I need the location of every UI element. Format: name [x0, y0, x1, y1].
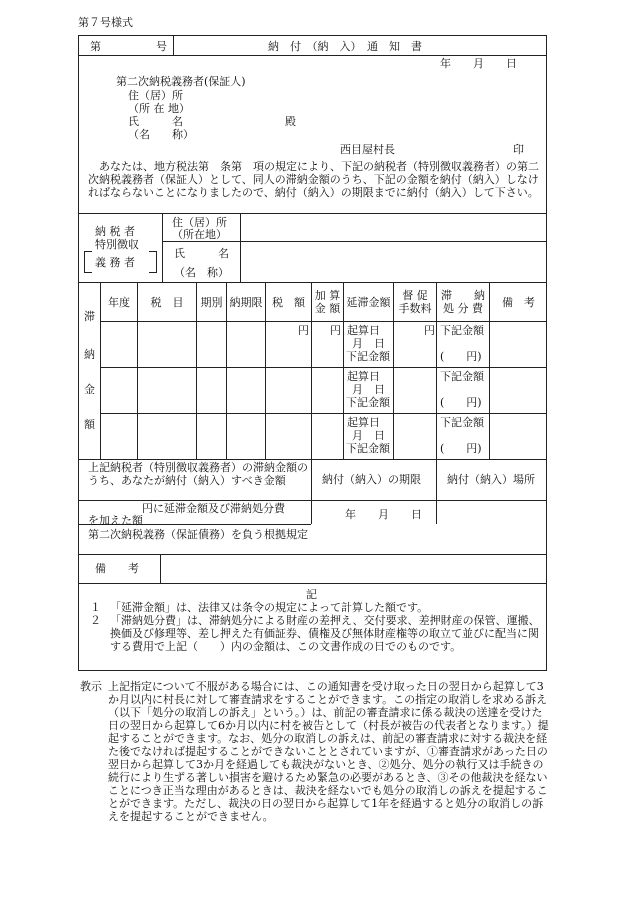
- added-amount-label: 円に延滞金額及び滞納処分費: [142, 502, 285, 515]
- note-number: ２: [90, 614, 101, 627]
- calc-date-label: 起算日: [347, 416, 380, 429]
- yen-amount-paren: ( 円): [440, 350, 482, 363]
- divider: [173, 35, 174, 55]
- divider: [78, 55, 547, 56]
- divider: [78, 213, 547, 214]
- bracket-right-icon: [149, 251, 157, 273]
- divider: [436, 459, 437, 524]
- issue-date: 年 月 日: [440, 57, 517, 70]
- column-header-tax-amount: 税 額: [272, 296, 305, 309]
- yen-amount-paren: ( 円): [440, 396, 482, 409]
- month-day-label: 月 日: [352, 337, 385, 350]
- column-header-due: 納期限: [229, 296, 263, 309]
- amount-below-label: 下記金額: [346, 442, 390, 455]
- column-header-remarks: 備 考: [502, 296, 535, 309]
- bracket-left-icon: [84, 251, 92, 273]
- column-header-fee: 督 促 手数料: [398, 289, 432, 315]
- yen-amount-paren: ( 円): [440, 442, 482, 455]
- divider: [311, 459, 312, 524]
- divider: [78, 583, 547, 584]
- divider: [78, 282, 547, 283]
- seal-mark: 印: [513, 143, 524, 156]
- arrears-side-label: 額: [84, 418, 95, 431]
- document-title: 納 付 （納 入） 通 知 書: [268, 40, 422, 53]
- column-header-year: 年度: [108, 296, 130, 309]
- instruction-label: 教示: [80, 680, 102, 693]
- name-label: 氏 名: [128, 115, 183, 128]
- deadline-label: 納付（納入）の期限: [322, 473, 421, 486]
- amount-below-label: 下記金額: [440, 324, 484, 337]
- column-header-disposal: 滞 納 処 分 費: [441, 289, 485, 315]
- arrears-side-label: 納: [84, 348, 95, 361]
- column-header-period: 期別: [200, 296, 223, 309]
- notice-number-label: 第 号: [90, 40, 167, 53]
- divider: [100, 321, 547, 322]
- divider: [100, 413, 547, 414]
- month-day-label: 月 日: [352, 429, 385, 442]
- secondary-taxpayer-label: 第二次納税義務者(保証人): [116, 75, 246, 88]
- taxpayer-name-label: 氏 名: [174, 247, 229, 260]
- special-collection-label: 特別徴収: [95, 238, 139, 251]
- amount-below-label: 下記金額: [346, 396, 390, 409]
- intro-text: あなたは、地方税法第 条第 項の規定により、下記の納税者（特別徴収義務者）の第二次納税義務者（保証人）として、同人の滞納金額のうち、下記の金額を納付（納入）しなければならないことになりましたので、納付（納入）の期限までに納付（納入）して下さい。: [88, 160, 539, 199]
- arrears-side-label: 金: [84, 383, 95, 396]
- arrears-side-label: 滞: [84, 310, 95, 323]
- payment-place-label: 納付（納入）場所: [447, 473, 535, 486]
- remarks-label: 備 考: [95, 562, 139, 575]
- divider: [240, 213, 241, 282]
- taxpayer-corporate-name-label: （名 称）: [174, 266, 229, 279]
- column-header-tax-item: 税 目: [150, 296, 184, 309]
- instruction-text: 上記指定について不服がある場合には、この通知書を受け取った日の翌日から起算して3か月以内に村長に対して審査請求をすることができます。この指定の取消しを求める訴え（以下「処分の取消しの訴え」という。）は、前記の審査請求に係る裁決の送達を受けた日の翌日から起算して6か月以内に村を被告として（村長が被告の代表者となります。）提起することができます。なお、処分の取消しの訴えは、前記の審査請求に対する裁決を経た後でなければ提起することができないこととされていますが、①審査請求があった日の翌日から起算して3か月を経過しても裁決がないとき、②処分、処分の執行又は手続きの続行により生ずる著しい損害を避けるため緊急の必要があるとき、③その他裁決を経ないことにつき正当な理由があるときは、裁決を経ないでも処分の取消しの訴えを提起することができます。ただし、裁決の日の翌日から起算して1年を経過すると処分の取消しの訴えを提起することができません。: [108, 680, 549, 823]
- unit-yen: 円: [424, 324, 435, 337]
- amount-below-label: 下記金額: [440, 416, 484, 429]
- legal-basis-label: 第二次納税義務（保証債務）を負う根拠規定: [88, 528, 308, 541]
- address-label: 住（居）所: [128, 89, 183, 102]
- taxpayer-location-label: （所在地）: [172, 228, 227, 241]
- note-number: １: [90, 601, 101, 614]
- payable-amount-label: 上記納税者（特別徴収義務者）の滞納金額のうち、あなたが納付（納入）すべき金額: [88, 461, 308, 487]
- divider: [100, 367, 547, 368]
- honorific: 殿: [285, 115, 296, 128]
- note-delinquency: 「延滞金額」は、法律又は条令の規定によって計算した額です。: [110, 601, 429, 614]
- issuer: 西目屋村長: [340, 143, 395, 156]
- amount-below-label: 下記金額: [346, 350, 390, 363]
- note-disposal-cost: 「滞納処分費」は、滞納処分による財産の差押え、交付要求、差押財産の保管、運搬、換価及び修理等、差し押えた有価証券、債権及び無体財産権等の取立て並びに配当に関する費用で上記（ ）内の金額は、この文書作成の日でのものです。: [110, 614, 540, 653]
- location-label: （所 在 地）: [128, 102, 190, 115]
- obligor-label: 義 務 者: [95, 256, 135, 269]
- corporate-name-label: （名 称）: [128, 128, 194, 141]
- month-day-label: 月 日: [352, 383, 385, 396]
- divider: [78, 459, 547, 460]
- form-number: 第７号様式: [78, 16, 133, 29]
- added-amount-label-2: を加えた額: [88, 514, 143, 527]
- taxpayer-address-label: 住（居）所: [172, 216, 227, 229]
- divider: [160, 554, 161, 583]
- deadline-date: 年 月 日: [345, 508, 422, 521]
- calc-date-label: 起算日: [347, 370, 380, 383]
- unit-yen: 円: [330, 324, 341, 337]
- amount-below-label: 下記金額: [440, 370, 484, 383]
- calc-date-label: 起算日: [347, 324, 380, 337]
- column-header-delinquency: 延滞金額: [346, 296, 391, 309]
- notes-heading: 記: [306, 588, 317, 601]
- unit-yen: 円: [298, 324, 309, 337]
- divider: [78, 500, 547, 501]
- divider: [162, 241, 547, 242]
- divider: [78, 554, 547, 555]
- divider: [162, 213, 163, 282]
- column-header-surcharge: 加 算 金 額: [314, 289, 341, 315]
- taxpayer-label: 納 税 者: [95, 225, 135, 238]
